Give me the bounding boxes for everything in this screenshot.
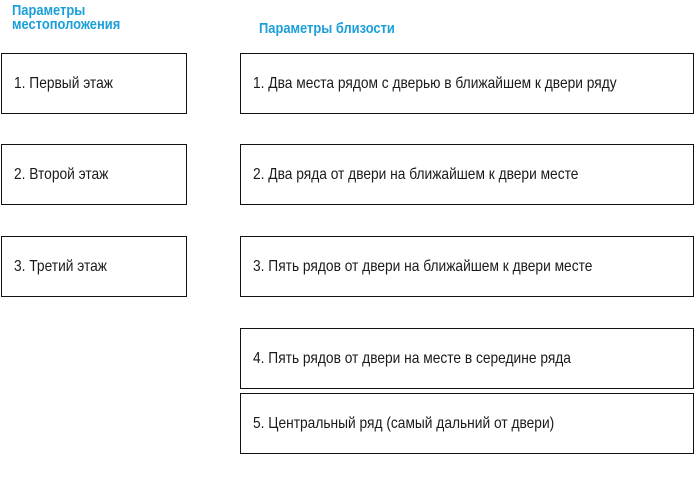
location-item-label: 1. Первый этаж (14, 74, 113, 92)
proximity-item-label: 2. Два ряда от двери на ближайшем к двери месте (253, 165, 579, 183)
proximity-item-label: 5. Центральный ряд (самый дальний от двери) (253, 414, 555, 432)
proximity-box-3 (240, 236, 694, 297)
proximity-box-2 (240, 144, 694, 205)
location-heading-line2: местоположения (12, 16, 121, 33)
location-item-label: 3. Третий этаж (14, 257, 108, 275)
location-parameters-heading (12, 4, 120, 32)
proximity-item-label: 3. Пять рядов от двери на ближайшем к двери месте (253, 257, 593, 275)
location-box-first-floor (1, 53, 187, 114)
location-box-second-floor (1, 144, 187, 205)
proximity-box-1 (240, 53, 694, 114)
proximity-item-label: 4. Пять рядов от двери на месте в середине ряда (253, 349, 571, 367)
proximity-item-label: 1. Два места рядом с дверью в ближайшем к двери ряду (253, 74, 617, 92)
location-box-third-floor (1, 236, 187, 297)
proximity-parameters-heading: Параметры близости (259, 20, 395, 37)
location-heading-line1: Параметры (12, 2, 86, 19)
proximity-box-5 (240, 393, 694, 454)
location-item-label: 2. Второй этаж (14, 165, 109, 183)
proximity-box-4 (240, 328, 694, 389)
